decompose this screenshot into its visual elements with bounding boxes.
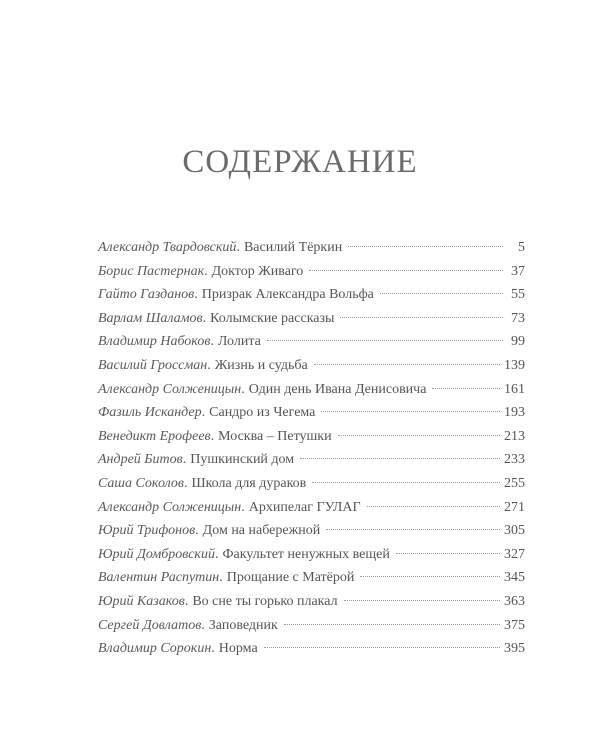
toc-separator: . xyxy=(183,475,188,491)
dot-leader xyxy=(396,553,500,554)
toc-page-number: 363 xyxy=(504,593,525,609)
dot-leader xyxy=(338,435,500,436)
toc-author: Валентин Распутин xyxy=(98,570,220,586)
toc-page-number: 255 xyxy=(504,475,525,491)
dot-leader xyxy=(360,576,500,577)
toc-entry[interactable] xyxy=(98,309,525,333)
toc-work: Призрак Александра Вольфа xyxy=(201,287,374,303)
toc-author: Юрий Казаков xyxy=(98,593,185,609)
toc-entry[interactable] xyxy=(98,474,525,498)
toc-separator: . xyxy=(211,641,215,657)
toc-work: Доктор Живаго xyxy=(211,263,304,279)
dot-leader xyxy=(367,506,500,507)
toc-work: Один день Ивана Денисовича xyxy=(248,381,427,397)
toc-separator: . xyxy=(182,452,187,468)
dot-leader xyxy=(321,411,500,412)
toc-page-number: 345 xyxy=(504,570,525,586)
toc-separator: . xyxy=(214,546,219,562)
toc-author: Фазиль Искандер xyxy=(98,405,202,421)
dot-leader xyxy=(340,317,503,318)
toc-entry[interactable] xyxy=(98,262,525,286)
toc-author: Сергей Довлатов xyxy=(98,617,202,633)
toc-entry[interactable] xyxy=(98,380,525,404)
toc-work: Пушкинский дом xyxy=(190,452,295,468)
toc-entry[interactable] xyxy=(98,238,525,262)
toc-author: Юрий Трифонов xyxy=(98,523,196,539)
toc-work: Архипелаг ГУЛАГ xyxy=(248,499,361,515)
toc-work: Москва – Петушки xyxy=(218,428,332,444)
toc-separator: . xyxy=(184,593,189,609)
toc-work: Прощание с Матёрой xyxy=(226,570,355,586)
toc-page-number: 375 xyxy=(504,617,525,633)
dot-leader xyxy=(264,647,500,648)
toc-author: Андрей Битов xyxy=(98,452,183,468)
toc-author: Саша Соколов xyxy=(98,475,184,491)
dot-leader xyxy=(314,364,500,365)
toc-separator: . xyxy=(195,523,199,539)
toc-work: Сандро из Чегема xyxy=(209,405,316,421)
toc-author: Владимир Набоков xyxy=(98,334,211,350)
page-title: СОДЕРЖАНИЕ xyxy=(182,144,418,181)
toc-work: Жизнь и судьба xyxy=(214,357,308,373)
toc-entry[interactable] xyxy=(98,545,525,569)
toc-separator: . xyxy=(207,357,211,373)
toc-entry[interactable] xyxy=(98,521,525,545)
toc-author: Юрий Домбровский xyxy=(98,546,215,562)
dot-leader xyxy=(348,246,503,247)
dot-leader xyxy=(344,600,500,601)
toc-work: Школа для дураков xyxy=(191,475,307,491)
toc-entry[interactable] xyxy=(98,285,525,309)
toc-entry[interactable] xyxy=(98,592,525,616)
toc-page-number: 305 xyxy=(504,523,525,539)
toc-separator: . xyxy=(201,405,206,421)
toc-entry[interactable] xyxy=(98,403,525,427)
dot-leader xyxy=(432,388,500,389)
toc-page-number: 5 xyxy=(518,240,525,255)
toc-separator: . xyxy=(210,334,214,350)
toc-author: Владимир Сорокин xyxy=(98,641,212,657)
toc-author: Александр Твардовский xyxy=(98,240,237,255)
toc-author: Василий Гроссман xyxy=(98,357,208,373)
toc-page-number: 139 xyxy=(504,357,525,373)
toc-entry[interactable] xyxy=(98,639,525,663)
toc-author: Варлам Шаламов xyxy=(98,310,203,326)
toc-entry[interactable] xyxy=(98,568,525,592)
toc-work: Во сне ты горько плакал xyxy=(192,593,338,609)
dot-leader xyxy=(300,458,500,459)
toc-author: Борис Пастернак xyxy=(98,263,205,279)
toc-entry[interactable] xyxy=(98,450,525,474)
toc-separator: . xyxy=(201,617,205,633)
toc-page-number: 161 xyxy=(504,381,525,397)
toc-separator: . xyxy=(204,263,208,279)
toc-page-number: 327 xyxy=(504,546,525,562)
toc-page-number: 73 xyxy=(511,310,525,326)
toc-entry[interactable] xyxy=(98,332,525,356)
toc-separator: . xyxy=(236,240,240,255)
toc-work: Колымские рассказы xyxy=(210,310,335,326)
toc-separator: . xyxy=(194,287,198,303)
dot-leader xyxy=(267,340,503,341)
dot-leader xyxy=(309,270,503,271)
toc-separator: . xyxy=(241,381,245,397)
toc-page-number: 99 xyxy=(511,334,525,350)
toc-page-number: 55 xyxy=(511,287,525,303)
toc-separator: . xyxy=(219,570,223,586)
toc-entry[interactable] xyxy=(98,616,525,640)
dot-leader xyxy=(380,293,503,294)
toc-author: Гайто Газданов xyxy=(98,287,195,303)
toc-work: Лолита xyxy=(217,334,261,350)
toc-work: Норма xyxy=(218,641,258,657)
toc-work: Факультет ненужных вещей xyxy=(222,546,390,562)
toc-work: Заповедник xyxy=(208,617,278,633)
toc-separator: . xyxy=(210,428,215,444)
toc-author: Александр Солженицын xyxy=(98,381,242,397)
toc-separator: . xyxy=(241,499,245,515)
dot-leader xyxy=(326,529,500,530)
dot-leader xyxy=(284,624,500,625)
toc-page-number: 193 xyxy=(504,405,525,421)
toc-page-number: 233 xyxy=(504,452,525,468)
toc-page-number: 213 xyxy=(504,428,525,444)
toc-author: Александр Солженицын xyxy=(98,499,242,515)
toc-author: Венедикт Ерофеев xyxy=(98,428,211,444)
toc-work: Василий Тёркин xyxy=(243,240,343,255)
table-of-contents xyxy=(98,238,525,663)
toc-separator: . xyxy=(202,310,207,326)
toc-work: Дом на набережной xyxy=(202,523,321,539)
toc-entry[interactable] xyxy=(98,498,525,522)
toc-page-number: 271 xyxy=(504,499,525,515)
toc-page-number: 37 xyxy=(511,263,525,279)
toc-entry[interactable] xyxy=(98,427,525,451)
toc-page-number: 395 xyxy=(504,641,525,657)
dot-leader xyxy=(312,482,500,483)
toc-entry[interactable] xyxy=(98,356,525,380)
